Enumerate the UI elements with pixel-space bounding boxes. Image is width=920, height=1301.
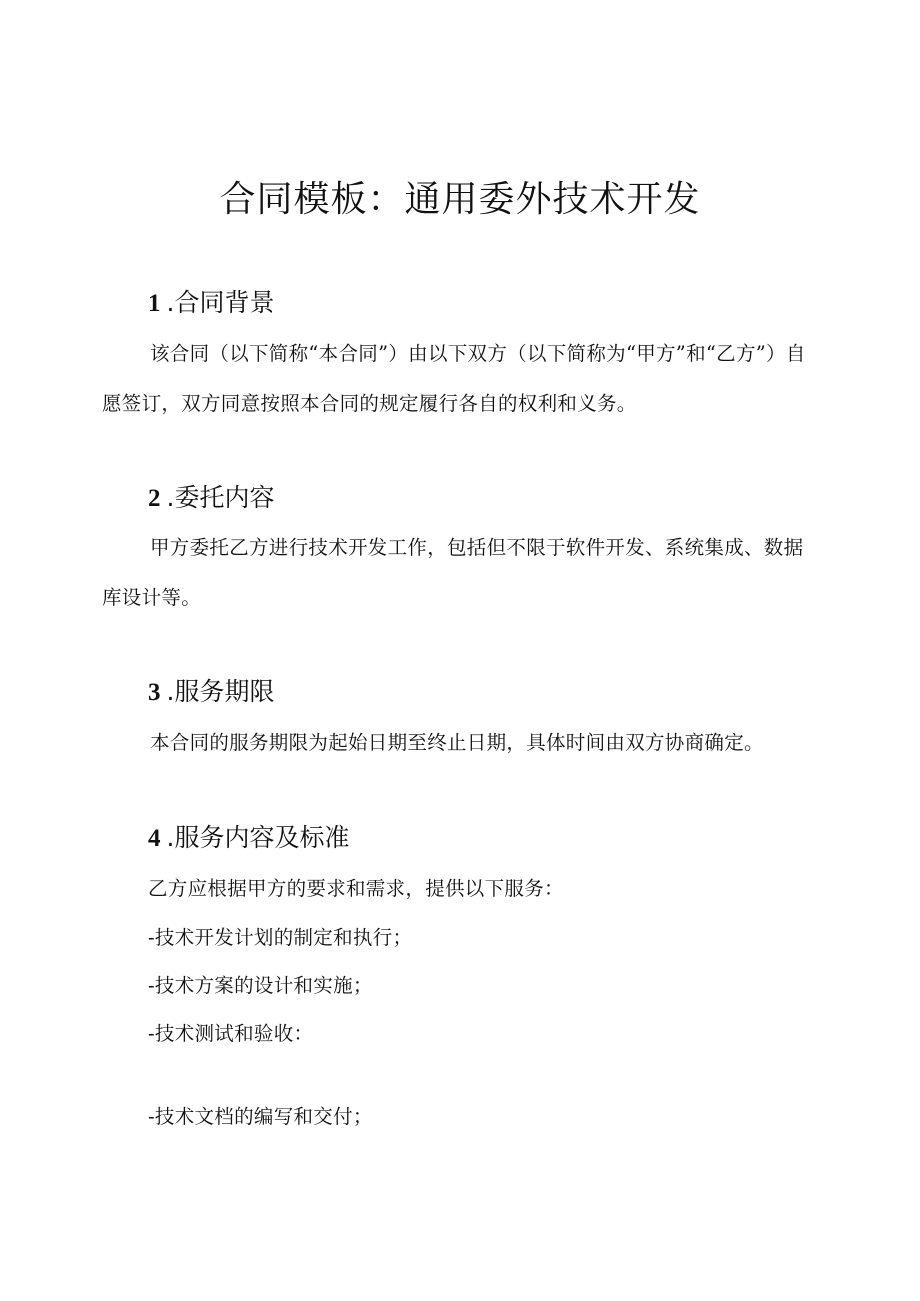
section-number: 1 — [148, 290, 161, 317]
section-heading-2 — [148, 481, 274, 516]
list-item: -技术测试和验收： — [148, 1022, 314, 1045]
section-number: 4 — [148, 825, 161, 852]
section-heading-text: .服务内容及标准 — [166, 823, 350, 852]
section-number: 2 — [148, 485, 161, 512]
section-body-2: 甲方委托乙方进行技术开发工作，包括但不限于软件开发、系统集成、数据库设计等。 — [102, 536, 804, 609]
section-intro-4: 乙方应根据甲方的要求和需求，提供以下服务： — [148, 877, 564, 900]
section-heading-text: .委托内容 — [166, 483, 275, 512]
document-title: 合同模板：通用委外技术开发 — [219, 179, 701, 220]
list-item: -技术方案的设计和实施； — [148, 974, 373, 997]
section-heading-text: .服务期限 — [166, 677, 275, 706]
list-item: -技术文档的编写和交付； — [148, 1105, 373, 1128]
section-heading-3 — [148, 675, 274, 710]
section-heading-1 — [148, 286, 274, 321]
list-item: -技术开发计划的制定和执行； — [148, 926, 413, 949]
section-number: 3 — [148, 679, 161, 706]
section-heading-text: .合同背景 — [166, 288, 275, 317]
section-body-1: 该合同（以下简称“本合同”）由以下双方（以下简称为“甲方”和“乙方”）自愿签订，双方同意按照本合同的规定履行各自的权利和义务。 — [102, 342, 806, 415]
section-heading-4 — [148, 821, 349, 856]
section-body-3: 本合同的服务期限为起始日期至终止日期，具体时间由双方协商确定。 — [150, 731, 764, 754]
